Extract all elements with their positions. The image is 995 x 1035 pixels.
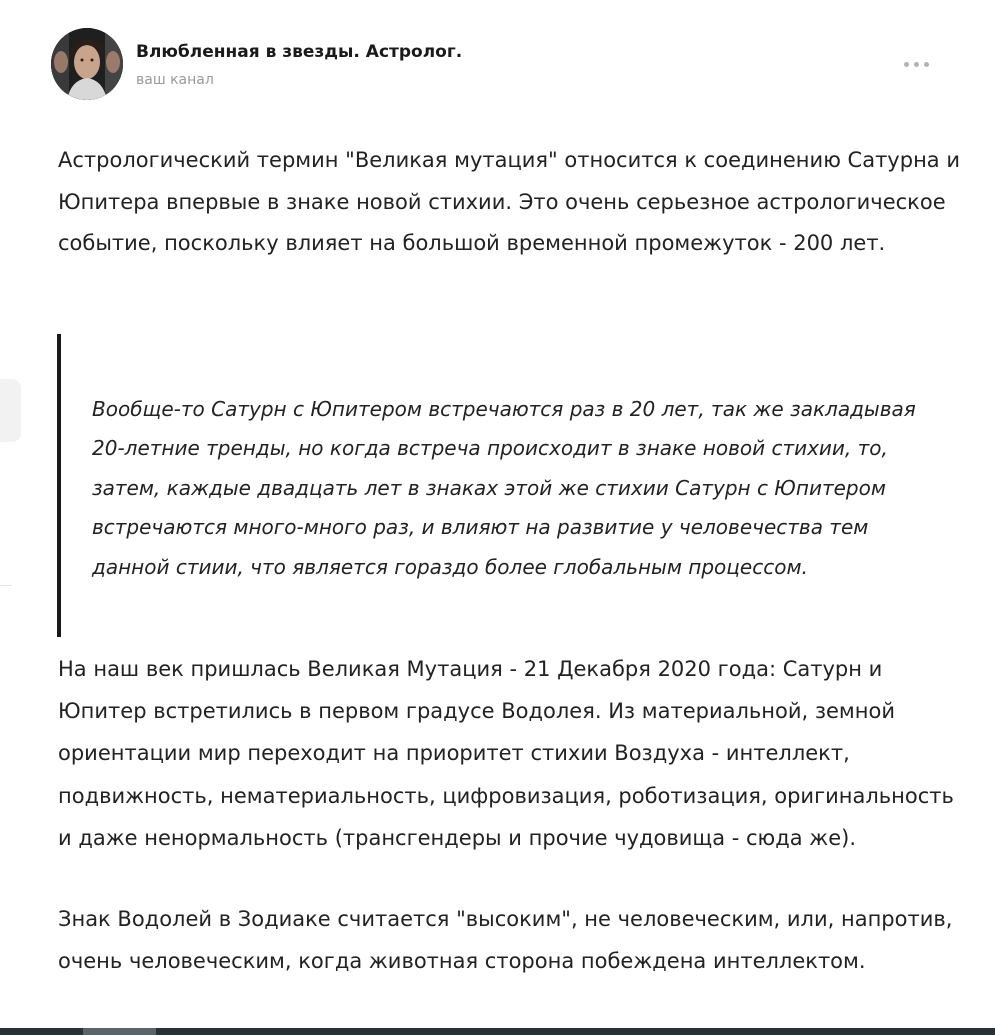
blockquote xyxy=(57,334,966,637)
side-divider xyxy=(0,585,12,586)
article-paragraph-2: На наш век пришлась Великая Мутация - 21 Декабря 2020 года: Сатурн и Юпитер встретились в первом градусе Водолея. Из материальной, земной ориентации мир переходит на приоритет стихии Воздуха - интеллект, подвижность, нематериальность, цифровизация, роботизация, оригинальность и даже ненормальность (трансгендеры и прочие чудовища - сюда же). xyxy=(58,657,954,850)
more-dots-icon xyxy=(924,62,929,67)
article-paragraph-1: Астрологический термин "Великая мутация" относится к соединению Сатурна и Юпитера впервые в знаке новой стихии. Это очень серьезное астрологическое событие, поскольку влияет на большой временной промежуток - 200 лет. xyxy=(58,148,960,255)
more-dots-icon xyxy=(914,62,919,67)
side-panel-handle[interactable] xyxy=(0,379,21,442)
channel-subtitle: ваш канал xyxy=(136,72,214,88)
article-paragraph-3: Знак Водолей в Зодиаке считается "высоким", не человеческим, или, напротив, очень человеческим, когда животная сторона побеждена интеллектом. xyxy=(58,907,953,973)
blockquote-text: Вообще-то Сатурн с Юпитером встречаются раз в 20 лет, так же закладывая 20-летние тренды, но когда встреча происходит в знаке новой стихии, то, затем, каждые двадцать лет в знаках этой же стихии Сатурн с Юпитером встречаются много-много раз, и влияют на развитие у человечества тем данной стиии, что является гораздо более глобальным процессом. xyxy=(92,397,916,579)
avatar[interactable] xyxy=(51,28,123,100)
bottom-toolbar-tab[interactable] xyxy=(83,1028,156,1035)
avatar-portrait-icon xyxy=(51,28,123,100)
more-options-button[interactable] xyxy=(891,52,941,76)
channel-header xyxy=(51,28,941,100)
more-dots-icon xyxy=(904,62,909,67)
channel-title[interactable]: Влюбленная в звезды. Астролог. xyxy=(136,42,463,62)
